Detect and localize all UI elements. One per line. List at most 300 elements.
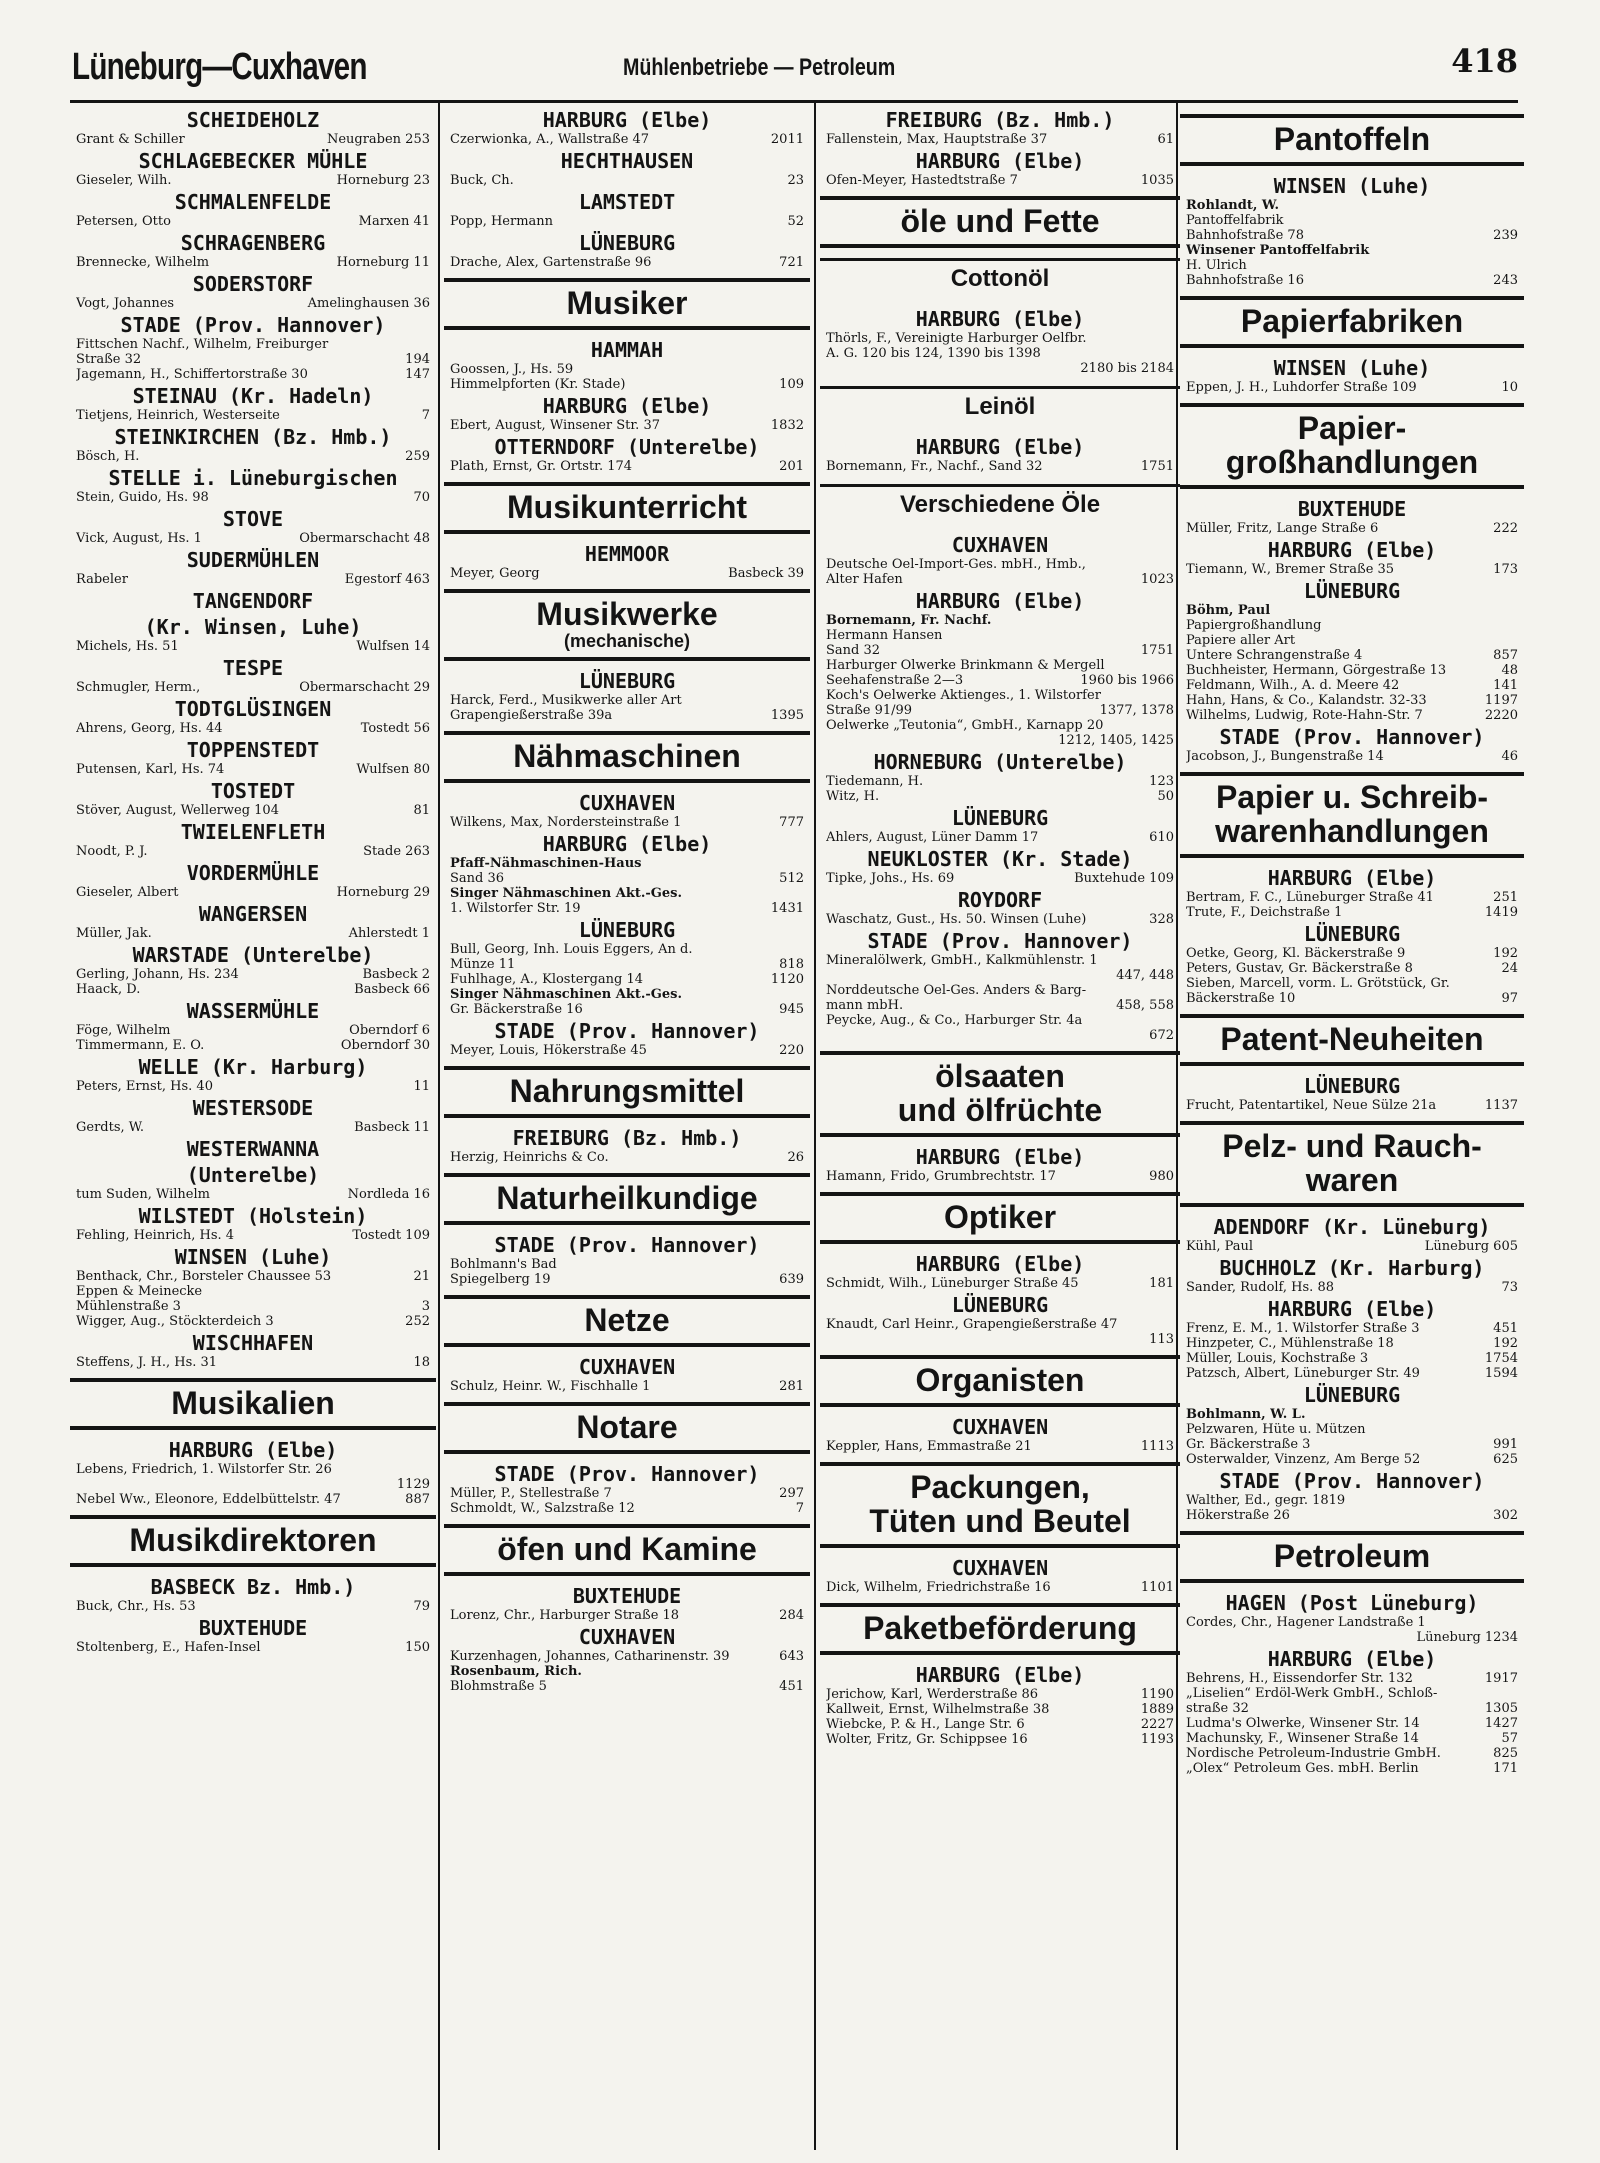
entry-name: Müller, Jak. — [76, 926, 152, 941]
category-heading — [820, 1192, 1180, 1244]
column-2 — [444, 106, 810, 2146]
entry-phone: 1137 — [1484, 1098, 1518, 1113]
listing-entry — [444, 1043, 810, 1058]
entry-phone — [1512, 243, 1518, 258]
place-heading: WESTERWANNA — [186, 1137, 320, 1161]
place-heading: SCHRAGENBERG — [180, 231, 326, 255]
entry-name: Dick, Wilhelm, Friedrichstraße 16 — [826, 1580, 1051, 1595]
place-heading: FREIBURG (Bz. Hmb.) — [512, 1126, 742, 1150]
entry-name: Oelwerke „Teutonia“, GmbH., Karnapp 20 — [826, 718, 1104, 733]
listing-entry — [444, 957, 810, 972]
listing-entry — [444, 708, 810, 723]
entry-phone — [1512, 603, 1518, 618]
entry-name: Ahrens, Georg, Hs. 44 — [76, 721, 223, 736]
listing-entry — [1180, 521, 1524, 536]
entry-name: H. Ulrich — [1186, 258, 1247, 273]
header-center-title: Mühlenbetriebe — Petroleum — [623, 54, 896, 81]
entry-phone: 192 — [1493, 946, 1518, 961]
entry-name: Goossen, J., Hs. 59 — [450, 362, 574, 377]
place-heading: BUXTEHUDE — [572, 1584, 682, 1608]
listing-entry — [1180, 380, 1524, 395]
listing-entry — [70, 762, 436, 777]
category-heading-line: Musikalien — [171, 1385, 335, 1421]
listing-entry — [444, 173, 810, 188]
listing-entry — [1180, 1630, 1524, 1645]
category-heading — [444, 1524, 810, 1576]
place-heading: CUXHAVEN — [951, 1556, 1049, 1580]
entry-name — [826, 968, 1110, 983]
listing-entry — [444, 693, 810, 708]
listing-entry — [820, 1580, 1180, 1595]
category-heading-line: öfen und Kamine — [497, 1531, 757, 1567]
listing-entry — [1180, 1716, 1524, 1731]
entry-phone: Basbeck 39 — [728, 566, 804, 581]
listing-entry — [70, 490, 436, 505]
listing-entry — [1180, 603, 1524, 618]
entry-phone: 1754 — [1484, 1351, 1518, 1366]
entry-name: Bertram, F. C., Lüneburger Straße 41 — [1186, 890, 1434, 905]
listing-entry — [70, 1284, 436, 1299]
entry-phone: 109 — [779, 377, 804, 392]
entry-name: Alter Hafen — [826, 572, 903, 587]
entry-phone: 1035 — [1140, 173, 1174, 188]
entry-phone: 458, 558 — [1116, 998, 1174, 1013]
entry-phone: 1832 — [770, 418, 804, 433]
listing-entry — [820, 718, 1180, 733]
entry-phone: 220 — [779, 1043, 804, 1058]
column-4 — [1180, 106, 1524, 2146]
entry-phone: 639 — [779, 1272, 804, 1287]
category-heading — [820, 1603, 1180, 1655]
entry-phone: 721 — [779, 255, 804, 270]
entry-phone: Horneburg 11 — [336, 255, 430, 270]
listing-entry — [820, 643, 1180, 658]
entry-phone: 141 — [1493, 678, 1518, 693]
category-heading-line: öle und Fette — [900, 203, 1100, 239]
entry-name: Nordische Petroleum-Industrie GmbH. — [1186, 1746, 1441, 1761]
place-heading: STOVE — [222, 507, 284, 531]
place-heading: STADE (Prov. Hannover) — [1219, 725, 1485, 749]
listing-entry — [70, 1299, 436, 1314]
entry-name: Pantoffelfabrik — [1186, 213, 1284, 228]
listing-entry — [1180, 618, 1524, 633]
entry-phone — [424, 1462, 430, 1477]
column-divider — [814, 100, 816, 2150]
category-heading — [70, 1378, 436, 1430]
listing-entry — [444, 1486, 810, 1501]
listing-entry — [1180, 1321, 1524, 1336]
entry-phone: Basbeck 11 — [354, 1120, 430, 1135]
entry-phone: 243 — [1493, 273, 1518, 288]
entry-phone — [1168, 628, 1174, 643]
entry-name: Müller, Louis, Kochstraße 3 — [1186, 1351, 1369, 1366]
entry-name: Buchheister, Hermann, Görgestraße 13 — [1186, 663, 1447, 678]
category-heading — [820, 196, 1180, 248]
listing-entry — [820, 1013, 1180, 1028]
entry-name: Hamann, Frido, Grumbrechtstr. 17 — [826, 1169, 1056, 1184]
entry-phone — [1512, 258, 1518, 273]
entry-phone: 239 — [1493, 228, 1518, 243]
listing-entry — [444, 362, 810, 377]
entry-name: Eppen & Meinecke — [76, 1284, 203, 1299]
place-heading: HARBURG (Elbe) — [915, 435, 1085, 459]
listing-entry — [1180, 1615, 1524, 1630]
place-heading: NEUKLOSTER (Kr. Stade) — [867, 847, 1133, 871]
listing-entry — [1180, 905, 1524, 920]
listing-entry — [820, 912, 1180, 927]
place-heading: HARBURG (Elbe) — [915, 1663, 1085, 1687]
entry-phone: Horneburg 23 — [336, 173, 430, 188]
place-heading: CUXHAVEN — [578, 1355, 676, 1379]
entry-phone: 643 — [779, 1649, 804, 1664]
entry-phone: 97 — [1501, 991, 1518, 1006]
entry-name: Münze 11 — [450, 957, 516, 972]
entry-phone — [1512, 213, 1518, 228]
category-heading — [444, 278, 810, 330]
entry-phone: 1129 — [396, 1477, 430, 1492]
listing-entry — [70, 531, 436, 546]
entry-phone — [1168, 613, 1174, 628]
entry-phone: 23 — [787, 173, 804, 188]
entry-phone — [1512, 976, 1518, 991]
listing-entry — [820, 733, 1180, 748]
category-heading-line: Verschiedene Öle — [899, 491, 1101, 518]
entry-phone: 451 — [779, 1679, 804, 1694]
listing-entry — [444, 1002, 810, 1017]
place-heading: TANGENDORF — [192, 589, 314, 613]
listing-entry — [70, 1314, 436, 1329]
category-heading — [1180, 1121, 1524, 1207]
entry-name: Jacobson, J., Bungenstraße 14 — [1186, 749, 1384, 764]
entry-name: Brennecke, Wilhelm — [76, 255, 210, 270]
listing-entry — [70, 1079, 436, 1094]
entry-phone: 251 — [1493, 890, 1518, 905]
place-heading: LÜNEBURG — [1303, 1074, 1401, 1098]
category-heading-line: Organisten — [915, 1362, 1085, 1398]
listing-entry — [1180, 1701, 1524, 1716]
entry-phone — [1512, 1407, 1518, 1422]
listing-entry — [1180, 1351, 1524, 1366]
listing-entry — [70, 1599, 436, 1614]
entry-phone: 302 — [1493, 1508, 1518, 1523]
place-heading: STADE (Prov. Hannover) — [1219, 1469, 1485, 1493]
place-heading: WINSEN (Luhe) — [1273, 174, 1431, 198]
category-heading — [444, 1402, 810, 1454]
place-heading: LÜNEBURG — [578, 669, 676, 693]
header-left-title: Lüneburg—Cuxhaven — [72, 46, 367, 88]
entry-phone: 3 — [421, 1299, 430, 1314]
entry-name: Michels, Hs. 51 — [76, 639, 179, 654]
place-heading: WASSERMÜHLE — [186, 999, 320, 1023]
entry-name: Pelzwaren, Hüte u. Mützen — [1186, 1422, 1366, 1437]
place-heading: WISCHHAFEN — [192, 1331, 314, 1355]
entry-phone: 818 — [779, 957, 804, 972]
entry-phone: Tostedt 56 — [360, 721, 430, 736]
entry-name: Oetke, Georg, Kl. Bäckerstraße 9 — [1186, 946, 1406, 961]
listing-entry — [1180, 961, 1524, 976]
entry-name — [826, 733, 1052, 748]
place-heading: STEINAU (Kr. Hadeln) — [132, 384, 374, 408]
place-heading: HARBURG (Elbe) — [915, 1145, 1085, 1169]
entry-name: Petersen, Otto — [76, 214, 171, 229]
entry-name: Stöver, August, Wellerweg 104 — [76, 803, 279, 818]
entry-name: Pfaff-Nähmaschinen-Haus — [450, 856, 642, 871]
entry-phone: 945 — [779, 1002, 804, 1017]
entry-name: Buck, Chr., Hs. 53 — [76, 1599, 196, 1614]
place-heading: BUCHHOLZ (Kr. Harburg) — [1219, 1256, 1485, 1280]
entry-phone: 73 — [1501, 1280, 1518, 1295]
entry-phone: Wulfsen 80 — [356, 762, 430, 777]
place-heading: LÜNEBURG — [1303, 1383, 1401, 1407]
listing-entry — [1180, 991, 1524, 1006]
listing-entry — [820, 628, 1180, 643]
place-heading: HORNEBURG (Unterelbe) — [873, 750, 1127, 774]
category-heading-line: Nähmaschinen — [513, 738, 741, 774]
listing-entry — [70, 296, 436, 311]
entry-name: Grapengießerstraße 39a — [450, 708, 613, 723]
place-heading: CUXHAVEN — [951, 533, 1049, 557]
listing-entry — [820, 1687, 1180, 1702]
entry-phone: 252 — [405, 1314, 430, 1329]
listing-entry — [70, 803, 436, 818]
entry-phone: 21 — [413, 1269, 430, 1284]
place-heading: TOPPENSTEDT — [186, 738, 320, 762]
entry-name: Sand 32 — [826, 643, 881, 658]
place-heading: WARSTADE (Unterelbe) — [132, 943, 374, 967]
listing-entry — [70, 967, 436, 982]
place-heading: HARBURG (Elbe) — [915, 1252, 1085, 1276]
entry-name: Wiebcke, P. & H., Lange Str. 6 — [826, 1717, 1025, 1732]
entry-phone: 1751 — [1140, 459, 1174, 474]
entry-phone: 57 — [1501, 1731, 1518, 1746]
category-heading-line: waren — [1305, 1162, 1399, 1198]
entry-phone: 1751 — [1140, 643, 1174, 658]
listing-entry — [444, 459, 810, 474]
entry-name: straße 32 — [1186, 1701, 1249, 1716]
entry-phone: 7 — [795, 1501, 804, 1516]
entry-phone: 1395 — [770, 708, 804, 723]
listing-entry — [1180, 198, 1524, 213]
entry-name: Papiere aller Art — [1186, 633, 1296, 648]
listing-entry — [70, 926, 436, 941]
place-heading: CUXHAVEN — [951, 1415, 1049, 1439]
listing-entry — [820, 1169, 1180, 1184]
place-heading: LÜNEBURG — [1303, 922, 1401, 946]
listing-entry — [1180, 663, 1524, 678]
category-heading — [444, 1173, 810, 1225]
place-heading: BUXTEHUDE — [1297, 497, 1407, 521]
category-heading — [1180, 114, 1524, 166]
entry-name: Mineralölwerk, GmbH., Kalkmühlenstr. 1 — [826, 953, 1098, 968]
place-heading: SCHEIDEHOLZ — [186, 108, 320, 132]
listing-entry — [444, 1379, 810, 1394]
listing-entry — [70, 1187, 436, 1202]
category-heading — [820, 1051, 1180, 1137]
entry-phone: 123 — [1149, 774, 1174, 789]
entry-name: Vogt, Johannes — [76, 296, 175, 311]
place-heading: SODERSTORF — [192, 272, 314, 296]
entry-phone — [1168, 346, 1174, 361]
entry-name: Sieben, Marcell, vorm. L. Grötstück, Gr. — [1186, 976, 1450, 991]
entry-phone: 1023 — [1140, 572, 1174, 587]
category-heading-line: Nahrungsmittel — [509, 1073, 745, 1109]
entry-phone: 512 — [779, 871, 804, 886]
category-heading — [444, 482, 810, 534]
entry-name: Kühl, Paul — [1186, 1239, 1254, 1254]
entry-name: Patzsch, Albert, Lüneburger Str. 49 — [1186, 1366, 1420, 1381]
entry-name: Straße 32 — [76, 352, 142, 367]
listing-entry — [444, 566, 810, 581]
entry-phone: 1889 — [1140, 1702, 1174, 1717]
entry-phone: 173 — [1493, 562, 1518, 577]
entry-phone: 11 — [413, 1079, 430, 1094]
category-heading-line: Pantoffeln — [1273, 121, 1431, 157]
entry-name: Tipke, Johs., Hs. 69 — [826, 871, 955, 886]
entry-phone: 1190 — [1140, 1687, 1174, 1702]
column-1 — [70, 106, 436, 2146]
entry-name: Peters, Ernst, Hs. 40 — [76, 1079, 213, 1094]
listing-entry — [1180, 1731, 1524, 1746]
category-heading-line: Tüten und Beutel — [869, 1503, 1131, 1539]
listing-entry — [1180, 1437, 1524, 1452]
listing-entry — [1180, 1336, 1524, 1351]
entry-name: Buck, Ch. — [450, 173, 514, 188]
entry-name: Ahlers, August, Lüner Damm 17 — [826, 830, 1039, 845]
entry-name: Hermann Hansen — [826, 628, 943, 643]
entry-name: „Liselien“ Erdöl-Werk GmbH., Schloß- — [1186, 1686, 1438, 1701]
listing-entry — [444, 1501, 810, 1516]
entry-name: Norddeutsche Oel-Ges. Anders & Barg- — [826, 983, 1087, 998]
entry-name: Rohlandt, W. — [1186, 198, 1279, 213]
entry-name: Lebens, Friedrich, 1. Wilstorfer Str. 26 — [76, 1462, 332, 1477]
entry-name: Eppen, J. H., Luhdorfer Straße 109 — [1186, 380, 1417, 395]
listing-entry — [820, 1332, 1180, 1347]
entry-name: Schmugler, Herm., — [76, 680, 201, 695]
listing-entry — [70, 352, 436, 367]
entry-name: mann mbH. — [826, 998, 904, 1013]
entry-phone: 1212, 1405, 1425 — [1058, 733, 1174, 748]
entry-phone: 192 — [1493, 1336, 1518, 1351]
entry-name: Meyer, Georg — [450, 566, 540, 581]
entry-phone: 1193 — [1140, 1732, 1174, 1747]
category-heading — [1180, 296, 1524, 348]
listing-entry — [1180, 1280, 1524, 1295]
listing-entry — [444, 972, 810, 987]
entry-name: Sand 36 — [450, 871, 505, 886]
entry-name: Deutsche Oel-Import-Ges. mbH., Hmb., — [826, 557, 1086, 572]
entry-phone: 79 — [413, 1599, 430, 1614]
place-heading: CUXHAVEN — [578, 1625, 676, 1649]
entry-phone: 222 — [1493, 521, 1518, 536]
listing-entry — [820, 673, 1180, 688]
entry-phone: Horneburg 29 — [336, 885, 430, 900]
entry-name: Gieseler, Wilh. — [76, 173, 172, 188]
listing-entry — [444, 942, 810, 957]
entry-name: Gerling, Johann, Hs. 234 — [76, 967, 239, 982]
listing-entry — [1180, 1493, 1524, 1508]
place-heading: OTTERNDORF (Unterelbe) — [494, 435, 760, 459]
entry-phone: Neugraben 253 — [326, 132, 430, 147]
entry-name: Bull, Georg, Inh. Louis Eggers, An d. — [450, 942, 693, 957]
listing-entry — [444, 1664, 810, 1679]
entry-name: Hinzpeter, C., Mühlenstraße 18 — [1186, 1336, 1394, 1351]
entry-phone — [798, 856, 804, 871]
place-heading: HARBURG (Elbe) — [542, 108, 712, 132]
place-heading: TOSTEDT — [210, 779, 296, 803]
listing-entry — [444, 132, 810, 147]
listing-entry — [444, 1608, 810, 1623]
place-heading: HARBURG (Elbe) — [915, 589, 1085, 613]
listing-entry — [820, 998, 1180, 1013]
entry-name: Peycke, Aug., & Co., Harburger Str. 4a — [826, 1013, 1083, 1028]
entry-name: Gr. Bäckerstraße 16 — [450, 1002, 583, 1017]
entry-phone: 52 — [787, 214, 804, 229]
entry-name: tum Suden, Wilhelm — [76, 1187, 210, 1202]
entry-name: Ebert, August, Winsener Str. 37 — [450, 418, 660, 433]
listing-entry — [1180, 1746, 1524, 1761]
entry-name: Frucht, Patentartikel, Neue Sülze 21a — [1186, 1098, 1437, 1113]
listing-entry — [1180, 1761, 1524, 1776]
entry-phone: 625 — [1493, 1452, 1518, 1467]
place-heading: STADE (Prov. Hannover) — [494, 1233, 760, 1257]
listing-entry — [1180, 1508, 1524, 1523]
listing-entry — [820, 830, 1180, 845]
listing-entry — [820, 613, 1180, 628]
place-heading: STEINKIRCHEN (Bz. Hmb.) — [114, 425, 392, 449]
listing-entry — [1180, 693, 1524, 708]
entry-phone: Nordleda 16 — [347, 1187, 430, 1202]
category-heading-line: Optiker — [943, 1199, 1057, 1235]
listing-entry — [444, 886, 810, 901]
entry-name: Thörls, F., Vereinigte Harburger Oelfbr. — [826, 331, 1087, 346]
entry-phone: Stade 263 — [363, 844, 430, 859]
entry-phone: 297 — [779, 1486, 804, 1501]
entry-phone — [1512, 1686, 1518, 1701]
listing-entry — [1180, 1671, 1524, 1686]
entry-name: Fittschen Nachf., Wilhelm, Freiburger — [76, 337, 329, 352]
entry-name: Untere Schrangenstraße 4 — [1186, 648, 1363, 663]
entry-name: Winsener Pantoffelfabrik — [1186, 243, 1370, 258]
category-subheading: (mechanische) — [563, 631, 691, 651]
listing-entry — [70, 680, 436, 695]
entry-name: Ludma's Ölwerke, Winsener Str. 14 — [1186, 1716, 1420, 1731]
place-heading: LÜNEBURG — [578, 918, 676, 942]
entry-phone: 328 — [1149, 912, 1174, 927]
entry-phone: Lüneburg 1234 — [1416, 1630, 1518, 1645]
listing-entry — [70, 1120, 436, 1135]
place-heading: LÜNEBURG — [1303, 579, 1401, 603]
category-heading — [444, 1295, 810, 1347]
entry-phone: 447, 448 — [1116, 968, 1174, 983]
place-heading: WINSEN (Luhe) — [1273, 356, 1431, 380]
entry-name: Tiedemann, H. — [826, 774, 924, 789]
listing-entry — [70, 132, 436, 147]
listing-entry — [1180, 1686, 1524, 1701]
entry-phone: 284 — [779, 1608, 804, 1623]
category-heading-line: Paketbeförderung — [863, 1610, 1137, 1646]
place-heading: WANGERSEN — [198, 902, 308, 926]
listing-entry — [820, 688, 1180, 703]
entry-phone — [798, 1664, 804, 1679]
entry-name: Knaudt, Carl Heinr., Grapengießerstraße 47 — [826, 1317, 1118, 1332]
place-heading: TESPE — [222, 656, 284, 680]
entry-phone: 48 — [1501, 663, 1518, 678]
entry-name: Papiergroßhandlung — [1186, 618, 1322, 633]
entry-phone — [1168, 1013, 1174, 1028]
listing-entry — [1180, 1422, 1524, 1437]
category-heading-line: Pelz- und Rauch- — [1222, 1128, 1482, 1164]
entry-phone: 1419 — [1484, 905, 1518, 920]
